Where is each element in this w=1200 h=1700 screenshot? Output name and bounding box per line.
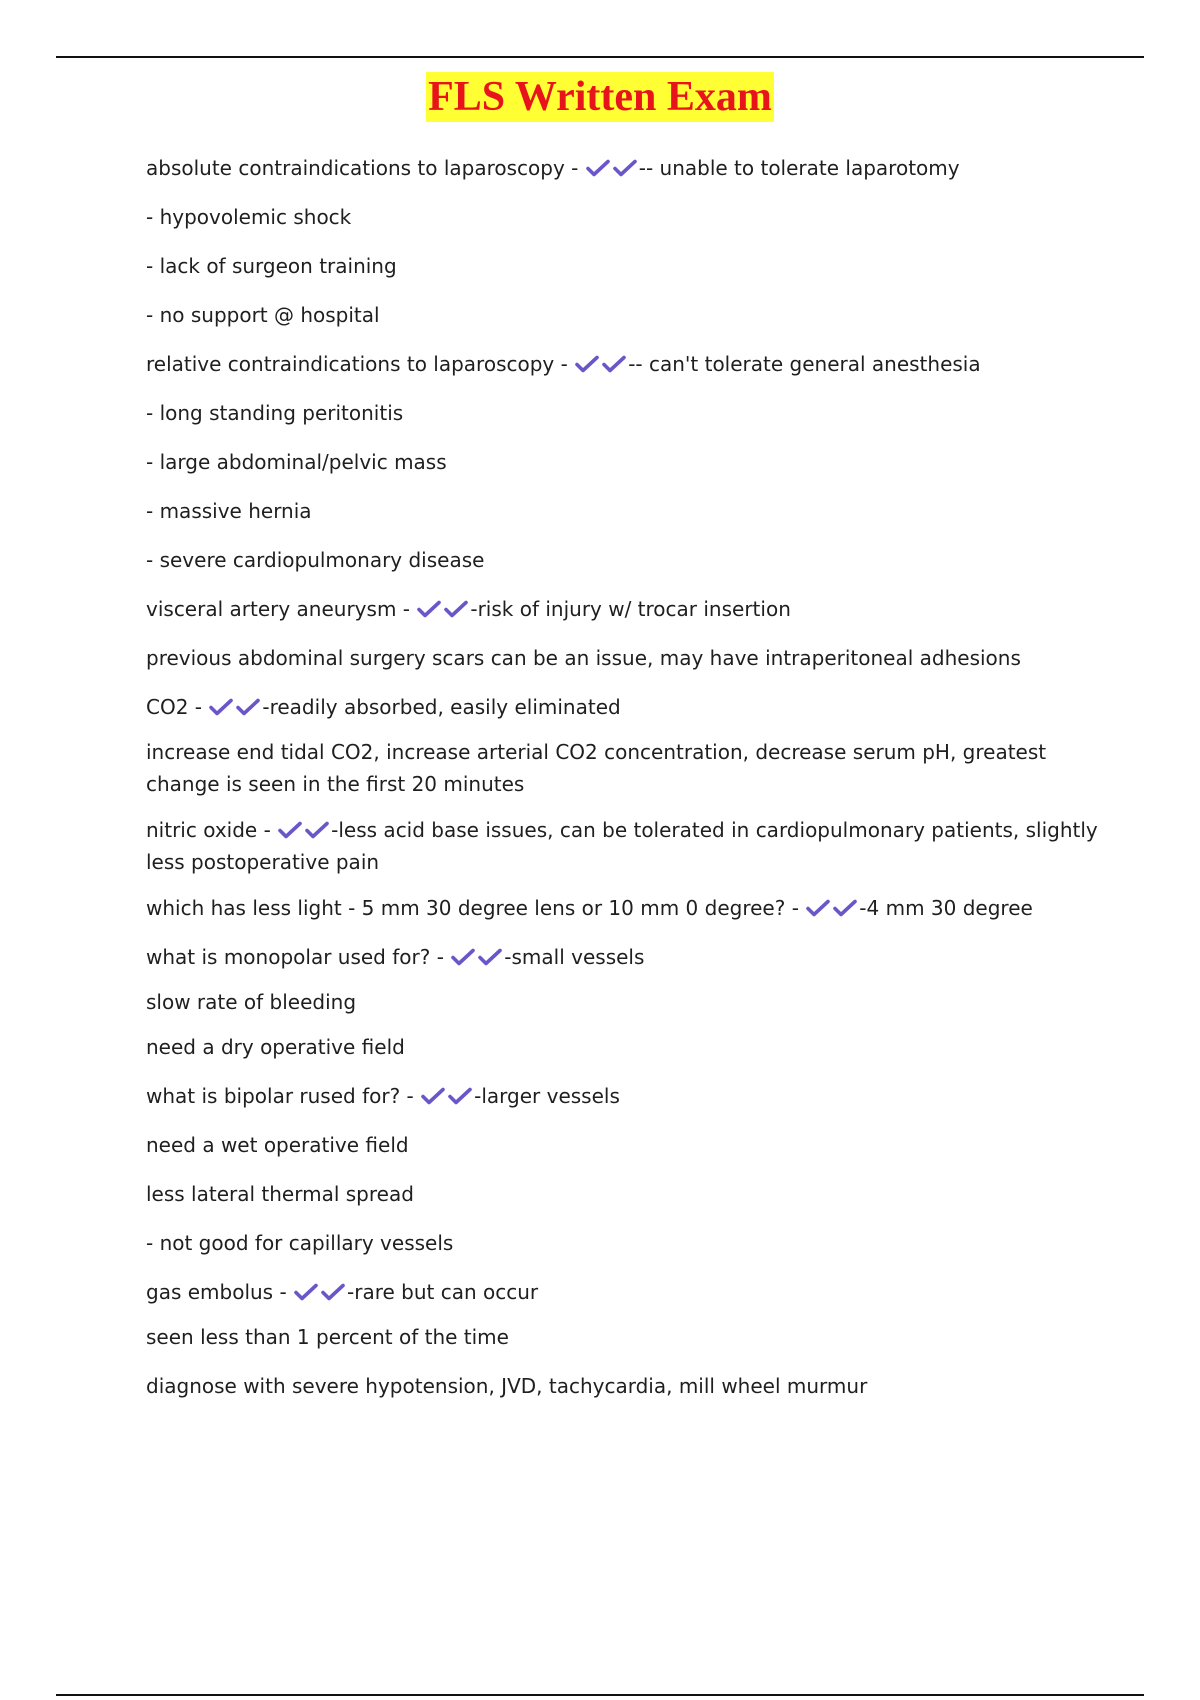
check-icon (585, 158, 612, 178)
check-icon (601, 354, 628, 374)
qa-entry (146, 892, 1106, 924)
entry-answer: -- unable to tolerate laparotomy (638, 156, 960, 180)
list-item (146, 1031, 1106, 1063)
check-icon (612, 158, 639, 178)
check-icon (416, 599, 443, 619)
list-item (146, 544, 1106, 576)
entry-text: - massive hernia (146, 499, 312, 523)
qa-entry (146, 1080, 1106, 1112)
bottom-rule (56, 1694, 1144, 1696)
list-item (146, 1129, 1106, 1161)
qa-entry (146, 1276, 1106, 1308)
entry-term: nitric oxide - (146, 818, 278, 842)
list-item (146, 986, 1106, 1018)
list-item (146, 397, 1106, 429)
entry-text: - not good for capillary vessels (146, 1231, 454, 1255)
flashcard-list (146, 152, 1106, 1419)
check-icon (208, 697, 235, 717)
entry-term: relative contraindications to laparoscopy - (146, 352, 575, 376)
entry-answer: -4 mm 30 degree (859, 896, 1033, 920)
entry-text: increase end tidal CO2, increase arterial CO2 concentration, decrease serum pH, greatest change is seen in the first 20 minutes (146, 740, 1047, 796)
entry-answer: -less acid base issues, can be tolerated in cardiopulmonary patients, slightly less postoperative pain (146, 818, 1098, 874)
list-item (146, 1321, 1106, 1353)
qa-entry (146, 691, 1106, 723)
check-icon (420, 1086, 447, 1106)
list-item (146, 446, 1106, 478)
entry-text: less lateral thermal spread (146, 1182, 414, 1206)
entry-text: - large abdominal/pelvic mass (146, 450, 447, 474)
qa-entry (146, 941, 1106, 973)
entry-text: seen less than 1 percent of the time (146, 1325, 509, 1349)
check-icon (277, 820, 304, 840)
entry-text: need a dry operative field (146, 1035, 405, 1059)
list-item (146, 736, 1106, 800)
entry-answer: -small vessels (504, 945, 645, 969)
check-icon (304, 820, 331, 840)
entry-text: need a wet operative field (146, 1133, 409, 1157)
title-container (0, 72, 1200, 122)
check-icon (805, 898, 832, 918)
check-icon (574, 354, 601, 374)
entry-term: absolute contraindications to laparoscopy - (146, 156, 585, 180)
entry-term: CO2 - (146, 695, 209, 719)
check-icon (320, 1282, 347, 1302)
top-rule (56, 56, 1144, 58)
qa-entry (146, 593, 1106, 625)
list-item (146, 201, 1106, 233)
qa-entry (146, 152, 1106, 184)
entry-text: slow rate of bleeding (146, 990, 357, 1014)
entry-term: what is bipolar rused for? - (146, 1084, 421, 1108)
check-icon (832, 898, 859, 918)
list-item (146, 299, 1106, 331)
check-icon (477, 947, 504, 967)
entry-answer: -- can't tolerate general anesthesia (628, 352, 981, 376)
entry-text: - lack of surgeon training (146, 254, 397, 278)
qa-entry (146, 814, 1106, 878)
entry-text: - no support @ hospital (146, 303, 380, 327)
check-icon (293, 1282, 320, 1302)
list-item (146, 1178, 1106, 1210)
entry-answer: -risk of injury w/ trocar insertion (470, 597, 791, 621)
check-icon (450, 947, 477, 967)
qa-entry (146, 348, 1106, 380)
entry-text: - severe cardiopulmonary disease (146, 548, 485, 572)
list-item (146, 1227, 1106, 1259)
document-title: FLS Written Exam (428, 74, 772, 120)
entry-text: - long standing peritonitis (146, 401, 404, 425)
list-item (146, 1370, 1106, 1402)
entry-text: diagnose with severe hypotension, JVD, tachycardia, mill wheel murmur (146, 1374, 868, 1398)
check-icon (443, 599, 470, 619)
check-icon (235, 697, 262, 717)
list-item (146, 250, 1106, 282)
entry-text: - hypovolemic shock (146, 205, 352, 229)
entry-term: gas embolus - (146, 1280, 294, 1304)
entry-term: what is monopolar used for? - (146, 945, 451, 969)
entry-term: which has less light - 5 mm 30 degree lens or 10 mm 0 degree? - (146, 896, 806, 920)
entry-text: previous abdominal surgery scars can be an issue, may have intraperitoneal adhesions (146, 646, 1021, 670)
entry-answer: -rare but can occur (347, 1280, 539, 1304)
check-icon (447, 1086, 474, 1106)
entry-term: visceral artery aneurysm - (146, 597, 417, 621)
list-item (146, 495, 1106, 527)
entry-answer: -readily absorbed, easily eliminated (262, 695, 621, 719)
entry-answer: -larger vessels (474, 1084, 620, 1108)
list-item (146, 642, 1106, 674)
